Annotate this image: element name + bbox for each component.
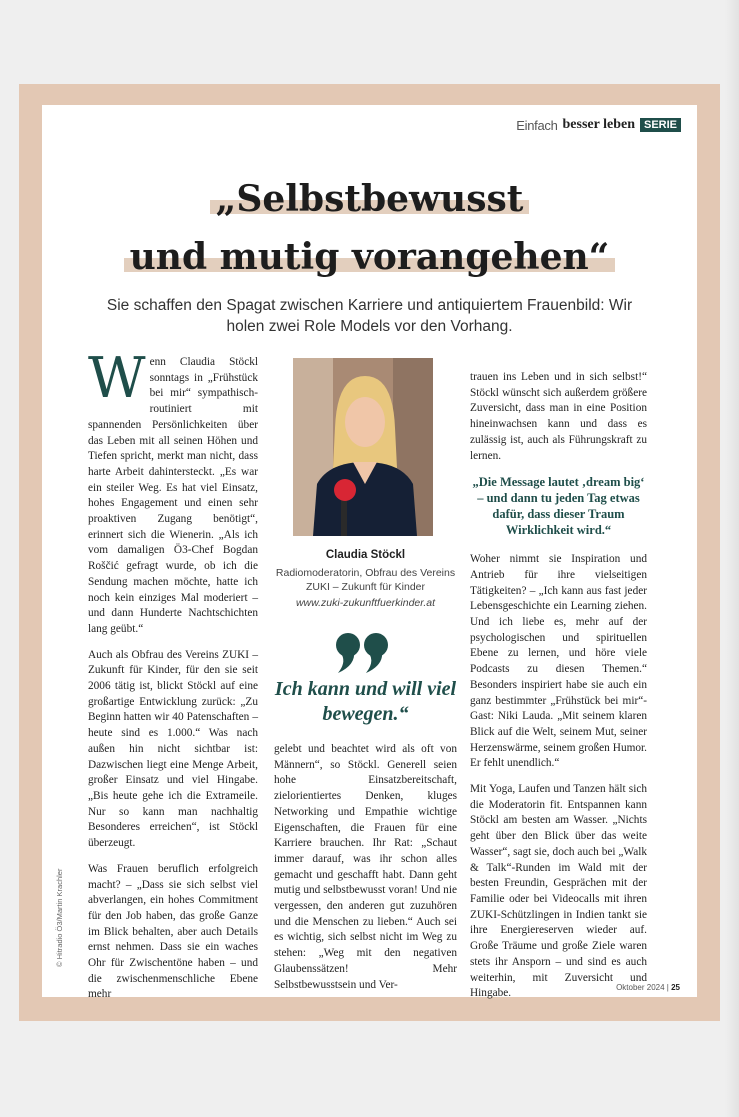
paragraph: trauen ins Leben und in sich selbst!“ Stöckl wünscht sich außerdem größere Zuversicht, dass man in eine Position hineinwachsen kann und dass es zulässig ist, auch als Führungskraft zu lernen. [470,371,647,462]
page-edge-shadow [725,0,739,1117]
photo-caption-url: www.zuki-zukunftfuerkinder.at [295,597,436,609]
paragraph-text: enn Claudia Stöckl sonntags in „Frühstück bei mir“ sympathisch-routiniert mit spannenden Persönlichkeiten über das Leben mit all seinen Höhen und Tiefen spricht, merkt man nicht, dass harte Arbeit dahintersteckt. „Es war ein steiler Weg. Es hat viel Einsatz, hohes Engagement und einen sehr proaktiven Zugang benötigt“, erinnert sich die Wienerin. „Als ich vom damaligen Ö3-Chef Bogdan Roščić gefragt wurde, ob ich die Sendung machen möchte, hatte ich noch kein einziges Mal moderiert – und dann Hunderte Nachtschichten lang geübt.“ [88,356,258,635]
text-column-1 [88,346,258,1013]
drop-cap: W [88,346,146,411]
text-column-2 [274,742,457,1003]
title-line-2: und mutig vorangehen“ [124,236,616,278]
paragraph: Was Frauen beruflich erfolgreich macht? – „Dass sie sich selbst viel abverlangen, ein hohes Commitment für den Job haben, das große Ganze im Blick behalten, aber auch Details ernst nehmen. Dass sie ein waches Ohr für Zwischentöne haben – und die zwischenmenschliche Ebene mehr [88,862,258,1001]
title-line-1: „Selbstbewusst [210,178,530,220]
header-part-light: Einfach [516,117,558,133]
portrait-photo [293,358,433,536]
text-column-3 [470,370,647,1012]
issue-date: Oktober 2024 | [616,983,669,992]
article-title [42,170,697,286]
opening-quote-icon [332,629,392,677]
page-footer [616,983,680,992]
article-subtitle: Sie schaffen den Spagat zwischen Karriere und antiquiertem Frauenbild: Wir holen zwei Role Models vor den Vorhang. [106,297,633,335]
series-tag: SERIE [640,118,681,132]
paragraph: Woher nimmt sie Inspiration und Antrieb für ihre vielseitigen Tätigkeiten? – „Ich kann aus fast jeder Lebensgeschichte ein Learning ziehen. Und ich liebe es, mehr auf der psychologischen und spirituellen Ebene zu lernen, und höre viele Podcasts zu diesen Themen.“ Besonders inspiriert habe sie auch ein ganz bestimmter „Frühstück bei mir“-Gast: Niki Lauda. „Mit seinem klaren Blick auf die Welt, seinem Mut, seiner Herzenswärme, seinem großen Humor. Er fehlt unendlich.“ [470,553,647,770]
paragraph [88,346,258,638]
page-number: 25 [671,983,680,992]
paragraph: Auch als Obfrau des Vereins ZUKI – Zukunft für Kinder, für den sie seit 2006 tätig ist, blickt Stöckl auf eine großartige Entwicklung zurück: „Zu Beginn hatten wir 40 Patenschaften – heute sind es 1.000.“ Was nach außen hin nicht sichtbar ist: Dazwischen liegt eine Menge Arbeit, großer Einsatz und viel Hingabe. „Bis heute gehe ich die Extrameile. Nur so kann man nachhaltig Besonderes erreichen“, ist Stöckl überzeugt. [88,648,258,850]
inline-quote: „Die Message lautet ‚dream big‘ – und dann tu jeden Tag etwas dafür, dass dieser Traum Wirklichkeit wird.“ [472,475,645,538]
pull-quote: Ich kann und will viel bewegen.“ [274,678,457,725]
header-part-bold: besser leben [562,117,635,132]
photo-credit: © Hitradio Ö3/Martin Krachler [55,868,64,967]
portrait-illustration [293,358,433,536]
section-header [516,117,681,133]
photo-caption-role: Radiomoderatorin, Obfrau des Vereins ZUKI – Zukunft für Kinder [275,567,456,593]
magazine-page [42,105,697,1001]
paragraph: Mit Yoga, Laufen und Tanzen hält sich die Moderatorin fit. Entspannen kann Stöckl am besten am Wasser. „Nichts geht über den Blick über das weite Wasser“, sagt sie, doch auch bei „Walk & Talk“-Runden im Wald mit der besten Freundin, Gesprächen mit der Familie oder bei Videocalls mit ihren ZUKI-Schützlingen in Indien tankt sie ihre Energiereserven wieder auf. Große Träume und große Ziele waren stets ihr Ansporn – und sind es auch weiterhin, mit Zuversicht und Hingabe. [470,783,647,1000]
paragraph: gelebt und beachtet wird als oft von Männern“, so Stöckl. Generell seien hohe Einsatzbereitschaft, zielorientiertes Denken, kluges Networking und Empathie wichtige Eigenschaften, die Frauen für eine Karriere brauchen. Ihr Rat: „Schaut immer darauf, was ihr schon alles gemacht und geschafft habt. Dann geht mutig und selbstbewusst voran! Und nie vergessen, den anderen gut zuzuhören und die Menschen zu lieben.“ Auch sei es wichtig, sich selbst nicht im Weg zu stehen: „Weg mit den negativen Glaubenssätzen! Mehr Selbstbewusstsein und Ver- [274,743,457,991]
photo-caption-name: Claudia Stöckl [325,549,406,561]
